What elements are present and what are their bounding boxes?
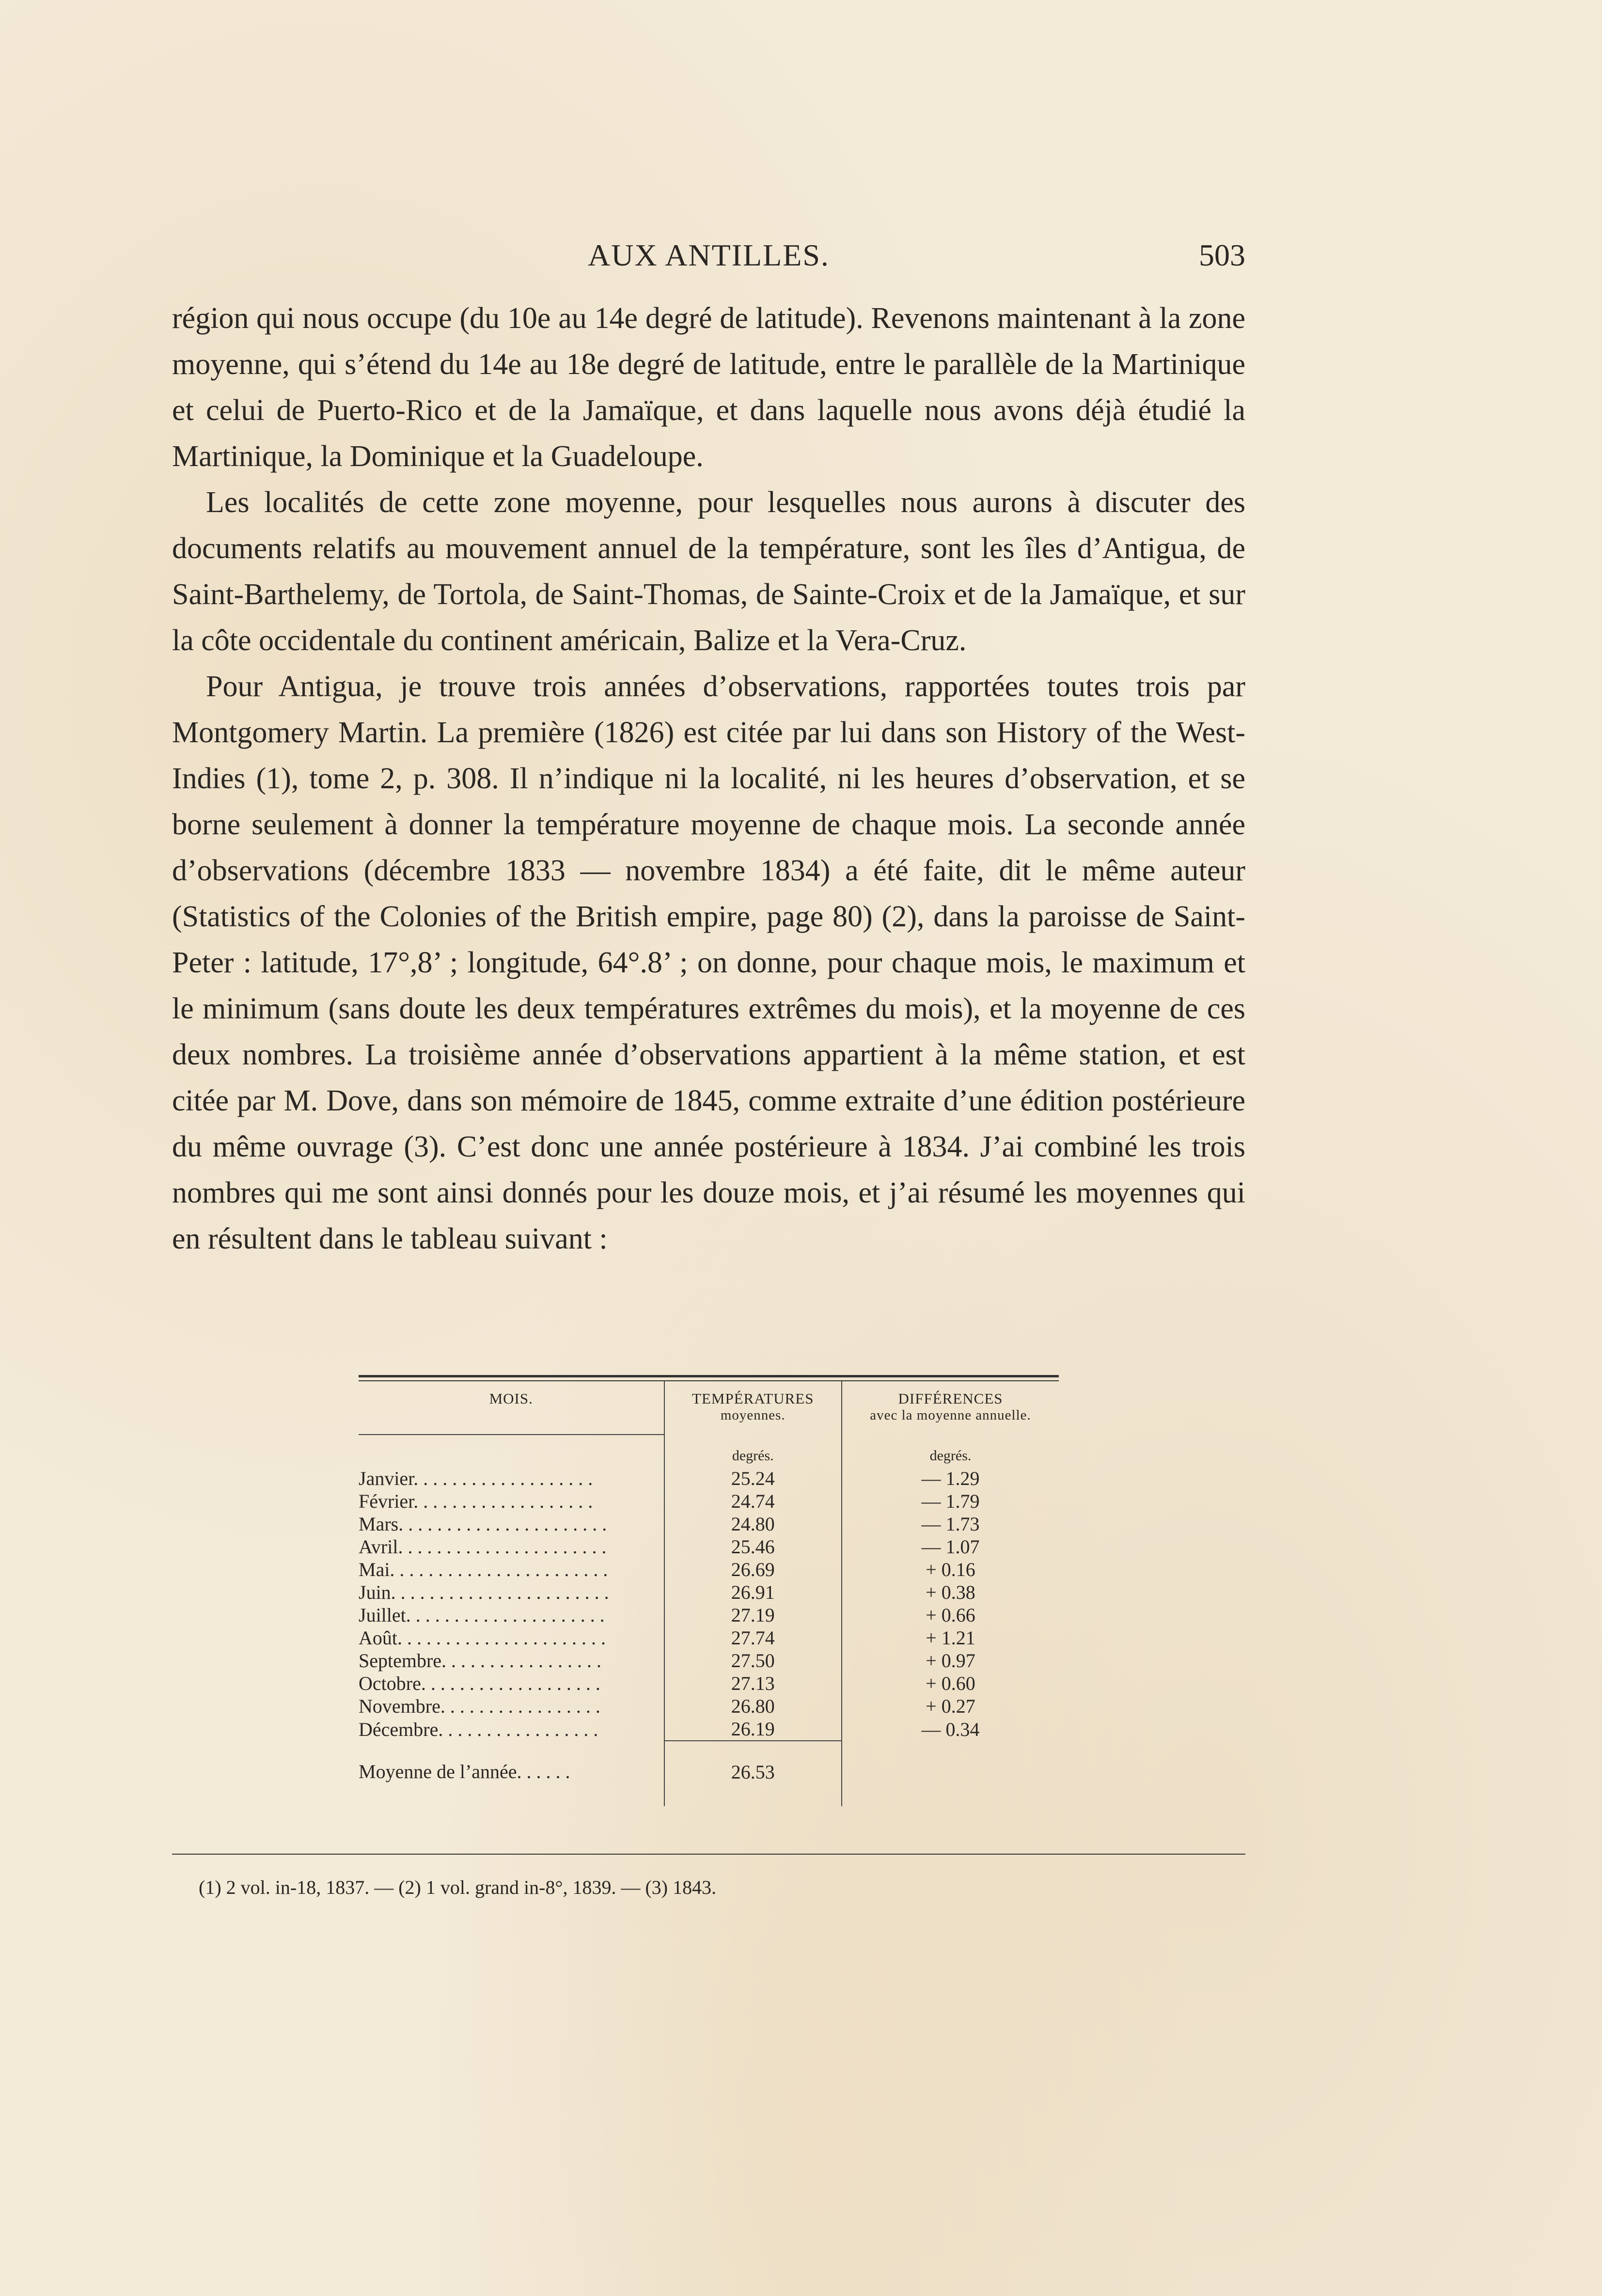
units-row (359, 1435, 1059, 1467)
header-differences: DIFFÉRENCES avec la moyenne annuelle. (870, 1390, 1031, 1423)
page-number: 503 (1199, 238, 1245, 272)
table-row: Février. . . . . . . . . . . . . . . . . . . 24.74 — 1.79 (359, 1490, 980, 1512)
header-mois: MOIS. (359, 1381, 664, 1435)
mean-value: 26.53 (664, 1741, 842, 1789)
table-row: Octobre. . . . . . . . . . . . . . . . . . . 27.13 + 0.60 (359, 1672, 975, 1694)
table-row: Août. . . . . . . . . . . . . . . . . . . . . . 27.74 + 1.21 (359, 1627, 975, 1649)
table-row: Juillet. . . . . . . . . . . . . . . . . . . . . 27.19 + 0.66 (359, 1604, 975, 1626)
units-temp: degrés. (664, 1435, 842, 1467)
table-row: Mai. . . . . . . . . . . . . . . . . . . . . . . 26.69 + 0.16 (359, 1559, 975, 1580)
footnote-rule (172, 1854, 1245, 1855)
header-temperatures: TEMPÉRATURES moyennes. (664, 1381, 842, 1435)
table-row: Septembre. . . . . . . . . . . . . . . . . 27.50 + 0.97 (359, 1650, 975, 1671)
table-row: Mars. . . . . . . . . . . . . . . . . . . . . . 24.80 — 1.73 (359, 1513, 980, 1535)
temperature-table (359, 1375, 1059, 1806)
units-diff: degrés. (929, 1448, 972, 1464)
table-row: Novembre. . . . . . . . . . . . . . . . . 26.80 + 0.27 (359, 1695, 975, 1717)
running-title: AUX ANTILLES. (588, 238, 830, 272)
table-row: Janvier. . . . . . . . . . . . . . . . . . . 25.24 — 1.29 (359, 1468, 980, 1489)
mean-label: Moyenne de l’année. . . . . . (359, 1761, 570, 1782)
mean-row (359, 1741, 1059, 1789)
table-header-row (359, 1381, 1059, 1435)
page-header (172, 237, 1245, 281)
table-row: Juin. . . . . . . . . . . . . . . . . . . . . . . 26.91 + 0.38 (359, 1581, 975, 1603)
footnotes: (1) 2 vol. in-18, 1837. — (2) 1 vol. grand in-8°, 1839. — (3) 1843. (199, 1876, 717, 1898)
table-row: Décembre. . . . . . . . . . . . . . . . . 26.19 — 0.34 (359, 1718, 980, 1740)
body-text (172, 296, 1245, 1262)
table-row: Avril. . . . . . . . . . . . . . . . . . . . . . 25.46 — 1.07 (359, 1536, 980, 1558)
paragraph: Pour Antigua, je trouve trois années d’observations, rapportées toutes trois par Montgomery Martin. La première (1826) est citée par lui dans son History of the West-Indies (1), tome 2, p. 308. Il n’indique ni la localité, ni les heures d’observation, et se borne seulement à donner la température moyenne de chaque mois. La seconde année d’observations (décembre 1833 — novembre 1834) a été faite, dit le même auteur (Statistics of the Colonies of the British empire, page 80) (2), dans la paroisse de Saint-Peter : latitude, 17°,8’ ; longitude, 64°.8’ ; on donne, pour chaque mois, le maximum et le minimum (sans doute les deux températures extrêmes du mois), et la moyenne de ces deux nombres. La troisième année d’observations appartient à la même station, et est citée par M. Dove, dans son mémoire de 1845, comme extraite d’une édition postérieure du même ouvrage (3). C’est donc une année postérieure à 1834. J’ai combiné les trois nombres qui me sont ainsi donnés pour les douze mois, et j’ai résumé les moyennes qui en résultent dans le tableau suivant : (172, 670, 1245, 1255)
table-top-rule (359, 1375, 1059, 1381)
paragraph: Les localités de cette zone moyenne, pour lesquelles nous aurons à discuter des documents relatifs au mouvement annuel de la température, sont les îles d’Antigua, de Saint-Barthelemy, de Tortola, de Saint-Thomas, de Sainte-Croix et de la Jamaïque, et sur la côte occidentale du continent américain, Balize et la Vera-Cruz. (172, 486, 1245, 657)
paragraph: région qui nous occupe (du 10e au 14e degré de latitude). Revenons maintenant à la zone moyenne, qui s’étend du 14e au 18e degré de latitude, entre le parallèle de la Martinique et celui de Puerto-Rico et de la Jamaïque, et dans laquelle nous avons déjà étudié la Martinique, la Dominique et la Guadeloupe. (172, 302, 1245, 473)
